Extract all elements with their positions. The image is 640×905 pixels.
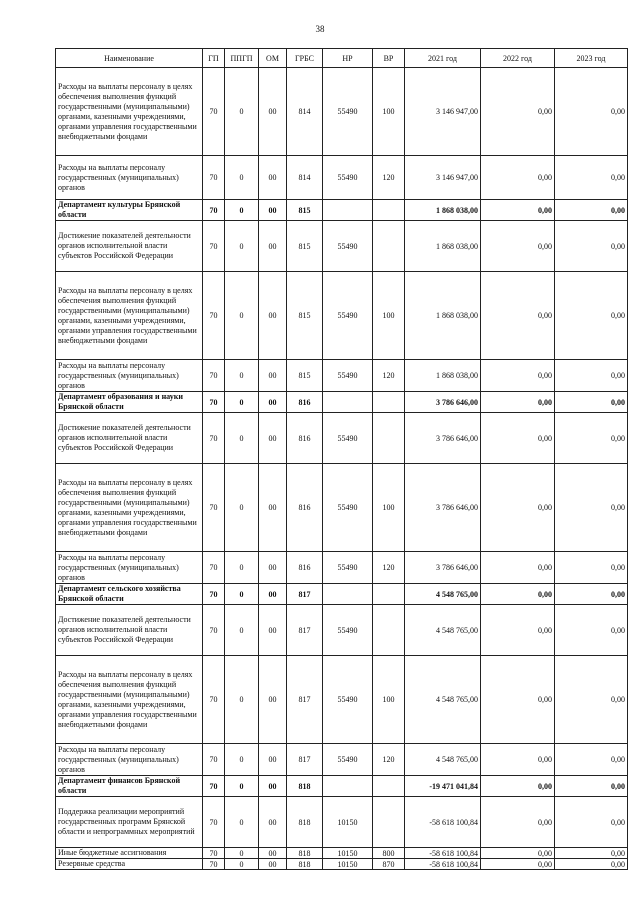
row-om: 00 xyxy=(259,656,287,744)
row-ppgp: 0 xyxy=(225,776,259,797)
row-name: Департамент сельского хозяйства Брянской области xyxy=(56,584,203,605)
row-nr: 55490 xyxy=(323,552,373,584)
row-amount-2021: 1 868 038,00 xyxy=(405,221,481,272)
row-amount-2021: 1 868 038,00 xyxy=(405,200,481,221)
row-vr: 100 xyxy=(373,464,405,552)
row-ppgp: 0 xyxy=(225,156,259,200)
row-grbs: 814 xyxy=(287,156,323,200)
row-ppgp: 0 xyxy=(225,744,259,776)
row-grbs: 818 xyxy=(287,859,323,870)
row-amount-2022: 0,00 xyxy=(481,464,555,552)
row-amount-2023: 0,00 xyxy=(555,200,628,221)
row-om: 00 xyxy=(259,464,287,552)
row-vr: 100 xyxy=(373,656,405,744)
row-ppgp: 0 xyxy=(225,656,259,744)
row-nr: 55490 xyxy=(323,221,373,272)
row-amount-2022: 0,00 xyxy=(481,859,555,870)
row-vr: 100 xyxy=(373,68,405,156)
row-amount-2023: 0,00 xyxy=(555,360,628,392)
row-vr: 120 xyxy=(373,552,405,584)
row-amount-2023: 0,00 xyxy=(555,464,628,552)
table-row xyxy=(56,797,628,848)
row-grbs: 817 xyxy=(287,584,323,605)
row-gp: 70 xyxy=(203,272,225,360)
table-row xyxy=(56,605,628,656)
row-amount-2021: 3 786 646,00 xyxy=(405,552,481,584)
row-ppgp: 0 xyxy=(225,848,259,859)
row-name: Достижение показателей деятельности органов исполнительной власти субъектов Российской Федерации xyxy=(56,413,203,464)
row-grbs: 816 xyxy=(287,464,323,552)
row-amount-2023: 0,00 xyxy=(555,859,628,870)
row-amount-2022: 0,00 xyxy=(481,392,555,413)
table-row xyxy=(56,392,628,413)
row-vr: 870 xyxy=(373,859,405,870)
row-amount-2022: 0,00 xyxy=(481,221,555,272)
row-name: Расходы на выплаты персоналу в целях обеспечения выполнения функций государственными (муниципальными) органами, казенными учреждениями, органами управления государственными внебюджетными фондами xyxy=(56,68,203,156)
row-grbs: 817 xyxy=(287,744,323,776)
row-amount-2021: 1 868 038,00 xyxy=(405,360,481,392)
row-vr xyxy=(373,413,405,464)
row-amount-2021: -19 471 041,84 xyxy=(405,776,481,797)
row-ppgp: 0 xyxy=(225,552,259,584)
row-ppgp: 0 xyxy=(225,605,259,656)
row-name: Департамент образования и науки Брянской области xyxy=(56,392,203,413)
row-name: Департамент финансов Брянской области xyxy=(56,776,203,797)
row-amount-2023: 0,00 xyxy=(555,656,628,744)
table-row xyxy=(56,776,628,797)
table-row xyxy=(56,360,628,392)
row-ppgp: 0 xyxy=(225,221,259,272)
row-amount-2023: 0,00 xyxy=(555,797,628,848)
row-name: Расходы на выплаты персоналу государственных (муниципальных) органов xyxy=(56,360,203,392)
row-grbs: 816 xyxy=(287,392,323,413)
col-header-ppgp: ППГП xyxy=(225,49,259,68)
row-amount-2022: 0,00 xyxy=(481,776,555,797)
row-om: 00 xyxy=(259,859,287,870)
row-grbs: 814 xyxy=(287,68,323,156)
row-nr: 55490 xyxy=(323,744,373,776)
table-row xyxy=(56,156,628,200)
row-amount-2022: 0,00 xyxy=(481,272,555,360)
row-om: 00 xyxy=(259,200,287,221)
row-nr xyxy=(323,584,373,605)
row-om: 00 xyxy=(259,848,287,859)
col-header-nr: НР xyxy=(323,49,373,68)
row-om: 00 xyxy=(259,156,287,200)
row-amount-2023: 0,00 xyxy=(555,744,628,776)
row-ppgp: 0 xyxy=(225,200,259,221)
row-gp: 70 xyxy=(203,848,225,859)
row-amount-2022: 0,00 xyxy=(481,200,555,221)
row-nr: 55490 xyxy=(323,413,373,464)
row-amount-2022: 0,00 xyxy=(481,848,555,859)
row-grbs: 816 xyxy=(287,552,323,584)
row-om: 00 xyxy=(259,584,287,605)
table-row xyxy=(56,200,628,221)
row-name: Расходы на выплаты персоналу государственных (муниципальных) органов xyxy=(56,744,203,776)
row-vr xyxy=(373,584,405,605)
table-row xyxy=(56,221,628,272)
budget-table xyxy=(55,48,628,870)
row-amount-2021: 3 786 646,00 xyxy=(405,464,481,552)
row-ppgp: 0 xyxy=(225,584,259,605)
table-row xyxy=(56,744,628,776)
row-amount-2021: 4 548 765,00 xyxy=(405,584,481,605)
row-amount-2022: 0,00 xyxy=(481,552,555,584)
row-vr: 120 xyxy=(373,360,405,392)
row-grbs: 818 xyxy=(287,776,323,797)
row-amount-2021: 3 146 947,00 xyxy=(405,68,481,156)
row-name: Резервные средства xyxy=(56,859,203,870)
row-grbs: 816 xyxy=(287,413,323,464)
row-ppgp: 0 xyxy=(225,413,259,464)
col-header-om: ОМ xyxy=(259,49,287,68)
row-gp: 70 xyxy=(203,413,225,464)
row-grbs: 815 xyxy=(287,200,323,221)
row-amount-2021: 1 868 038,00 xyxy=(405,272,481,360)
row-om: 00 xyxy=(259,68,287,156)
col-header-2022: 2022 год xyxy=(481,49,555,68)
row-gp: 70 xyxy=(203,360,225,392)
row-vr xyxy=(373,200,405,221)
row-name: Достижение показателей деятельности органов исполнительной власти субъектов Российской Федерации xyxy=(56,221,203,272)
row-om: 00 xyxy=(259,272,287,360)
row-ppgp: 0 xyxy=(225,464,259,552)
row-ppgp: 0 xyxy=(225,859,259,870)
row-grbs: 815 xyxy=(287,221,323,272)
row-amount-2023: 0,00 xyxy=(555,156,628,200)
row-amount-2023: 0,00 xyxy=(555,392,628,413)
table-row xyxy=(56,413,628,464)
row-om: 00 xyxy=(259,413,287,464)
row-gp: 70 xyxy=(203,392,225,413)
row-amount-2022: 0,00 xyxy=(481,360,555,392)
row-om: 00 xyxy=(259,221,287,272)
row-vr xyxy=(373,221,405,272)
row-amount-2021: -58 618 100,84 xyxy=(405,848,481,859)
row-amount-2023: 0,00 xyxy=(555,552,628,584)
row-amount-2021: 3 146 947,00 xyxy=(405,156,481,200)
row-vr xyxy=(373,776,405,797)
row-name: Расходы на выплаты персоналу в целях обеспечения выполнения функций государственными (муниципальными) органами, казенными учреждениями, органами управления государственными внебюджетными фондами xyxy=(56,656,203,744)
row-gp: 70 xyxy=(203,221,225,272)
row-grbs: 818 xyxy=(287,848,323,859)
table-row xyxy=(56,464,628,552)
row-gp: 70 xyxy=(203,605,225,656)
table-row xyxy=(56,848,628,859)
col-header-vr: ВР xyxy=(373,49,405,68)
row-amount-2023: 0,00 xyxy=(555,605,628,656)
row-vr xyxy=(373,797,405,848)
row-name: Достижение показателей деятельности органов исполнительной власти субъектов Российской Федерации xyxy=(56,605,203,656)
row-om: 00 xyxy=(259,360,287,392)
table-row xyxy=(56,272,628,360)
row-name: Поддержка реализации мероприятий государственных программ Брянской области и непрограммных мероприятий xyxy=(56,797,203,848)
row-amount-2021: 3 786 646,00 xyxy=(405,392,481,413)
table-row xyxy=(56,552,628,584)
row-grbs: 817 xyxy=(287,605,323,656)
row-nr: 55490 xyxy=(323,156,373,200)
row-gp: 70 xyxy=(203,797,225,848)
row-amount-2023: 0,00 xyxy=(555,848,628,859)
row-nr: 10150 xyxy=(323,797,373,848)
row-om: 00 xyxy=(259,744,287,776)
row-amount-2022: 0,00 xyxy=(481,797,555,848)
row-amount-2021: 4 548 765,00 xyxy=(405,656,481,744)
row-grbs: 815 xyxy=(287,360,323,392)
row-nr xyxy=(323,200,373,221)
row-vr: 120 xyxy=(373,156,405,200)
row-nr: 55490 xyxy=(323,360,373,392)
row-amount-2021: -58 618 100,84 xyxy=(405,859,481,870)
row-gp: 70 xyxy=(203,859,225,870)
row-name: Расходы на выплаты персоналу в целях обеспечения выполнения функций государственными (муниципальными) органами, казенными учреждениями, органами управления государственными внебюджетными фондами xyxy=(56,272,203,360)
table-row xyxy=(56,656,628,744)
table-row xyxy=(56,859,628,870)
row-gp: 70 xyxy=(203,156,225,200)
row-vr: 120 xyxy=(373,744,405,776)
row-amount-2021: -58 618 100,84 xyxy=(405,797,481,848)
row-name: Расходы на выплаты персоналу государственных (муниципальных) органов xyxy=(56,156,203,200)
row-ppgp: 0 xyxy=(225,272,259,360)
row-vr xyxy=(373,392,405,413)
col-header-2021: 2021 год xyxy=(405,49,481,68)
row-name: Расходы на выплаты персоналу государственных (муниципальных) органов xyxy=(56,552,203,584)
row-ppgp: 0 xyxy=(225,392,259,413)
row-amount-2022: 0,00 xyxy=(481,744,555,776)
row-nr xyxy=(323,776,373,797)
row-nr: 55490 xyxy=(323,605,373,656)
row-nr xyxy=(323,392,373,413)
row-nr: 10150 xyxy=(323,848,373,859)
row-om: 00 xyxy=(259,797,287,848)
row-amount-2021: 3 786 646,00 xyxy=(405,413,481,464)
row-ppgp: 0 xyxy=(225,68,259,156)
col-header-grbs: ГРБС xyxy=(287,49,323,68)
row-nr: 55490 xyxy=(323,68,373,156)
row-vr xyxy=(373,605,405,656)
row-nr: 55490 xyxy=(323,464,373,552)
row-nr: 10150 xyxy=(323,859,373,870)
row-amount-2022: 0,00 xyxy=(481,156,555,200)
row-amount-2023: 0,00 xyxy=(555,776,628,797)
row-gp: 70 xyxy=(203,584,225,605)
row-om: 00 xyxy=(259,552,287,584)
row-gp: 70 xyxy=(203,776,225,797)
row-om: 00 xyxy=(259,392,287,413)
row-amount-2023: 0,00 xyxy=(555,413,628,464)
row-gp: 70 xyxy=(203,744,225,776)
row-name: Иные бюджетные ассигнования xyxy=(56,848,203,859)
row-om: 00 xyxy=(259,776,287,797)
row-amount-2022: 0,00 xyxy=(481,605,555,656)
row-vr: 800 xyxy=(373,848,405,859)
col-header-name: Наименование xyxy=(56,49,203,68)
row-ppgp: 0 xyxy=(225,797,259,848)
row-nr: 55490 xyxy=(323,656,373,744)
col-header-2023: 2023 год xyxy=(555,49,628,68)
row-om: 00 xyxy=(259,605,287,656)
row-amount-2023: 0,00 xyxy=(555,68,628,156)
row-name: Департамент культуры Брянской области xyxy=(56,200,203,221)
row-amount-2022: 0,00 xyxy=(481,656,555,744)
row-gp: 70 xyxy=(203,552,225,584)
row-amount-2022: 0,00 xyxy=(481,584,555,605)
row-grbs: 817 xyxy=(287,656,323,744)
table-row xyxy=(56,68,628,156)
row-gp: 70 xyxy=(203,464,225,552)
row-grbs: 815 xyxy=(287,272,323,360)
row-gp: 70 xyxy=(203,200,225,221)
row-gp: 70 xyxy=(203,68,225,156)
row-nr: 55490 xyxy=(323,272,373,360)
row-name: Расходы на выплаты персоналу в целях обеспечения выполнения функций государственными (муниципальными) органами, казенными учреждениями, органами управления государственными внебюджетными фондами xyxy=(56,464,203,552)
col-header-gp: ГП xyxy=(203,49,225,68)
row-amount-2022: 0,00 xyxy=(481,413,555,464)
row-amount-2021: 4 548 765,00 xyxy=(405,744,481,776)
row-amount-2023: 0,00 xyxy=(555,221,628,272)
page-number: 38 xyxy=(315,24,325,34)
row-amount-2023: 0,00 xyxy=(555,272,628,360)
row-vr: 100 xyxy=(373,272,405,360)
row-gp: 70 xyxy=(203,656,225,744)
header-row xyxy=(56,49,628,68)
row-grbs: 818 xyxy=(287,797,323,848)
row-ppgp: 0 xyxy=(225,360,259,392)
table-row xyxy=(56,584,628,605)
row-amount-2022: 0,00 xyxy=(481,68,555,156)
row-amount-2021: 4 548 765,00 xyxy=(405,605,481,656)
row-amount-2023: 0,00 xyxy=(555,584,628,605)
